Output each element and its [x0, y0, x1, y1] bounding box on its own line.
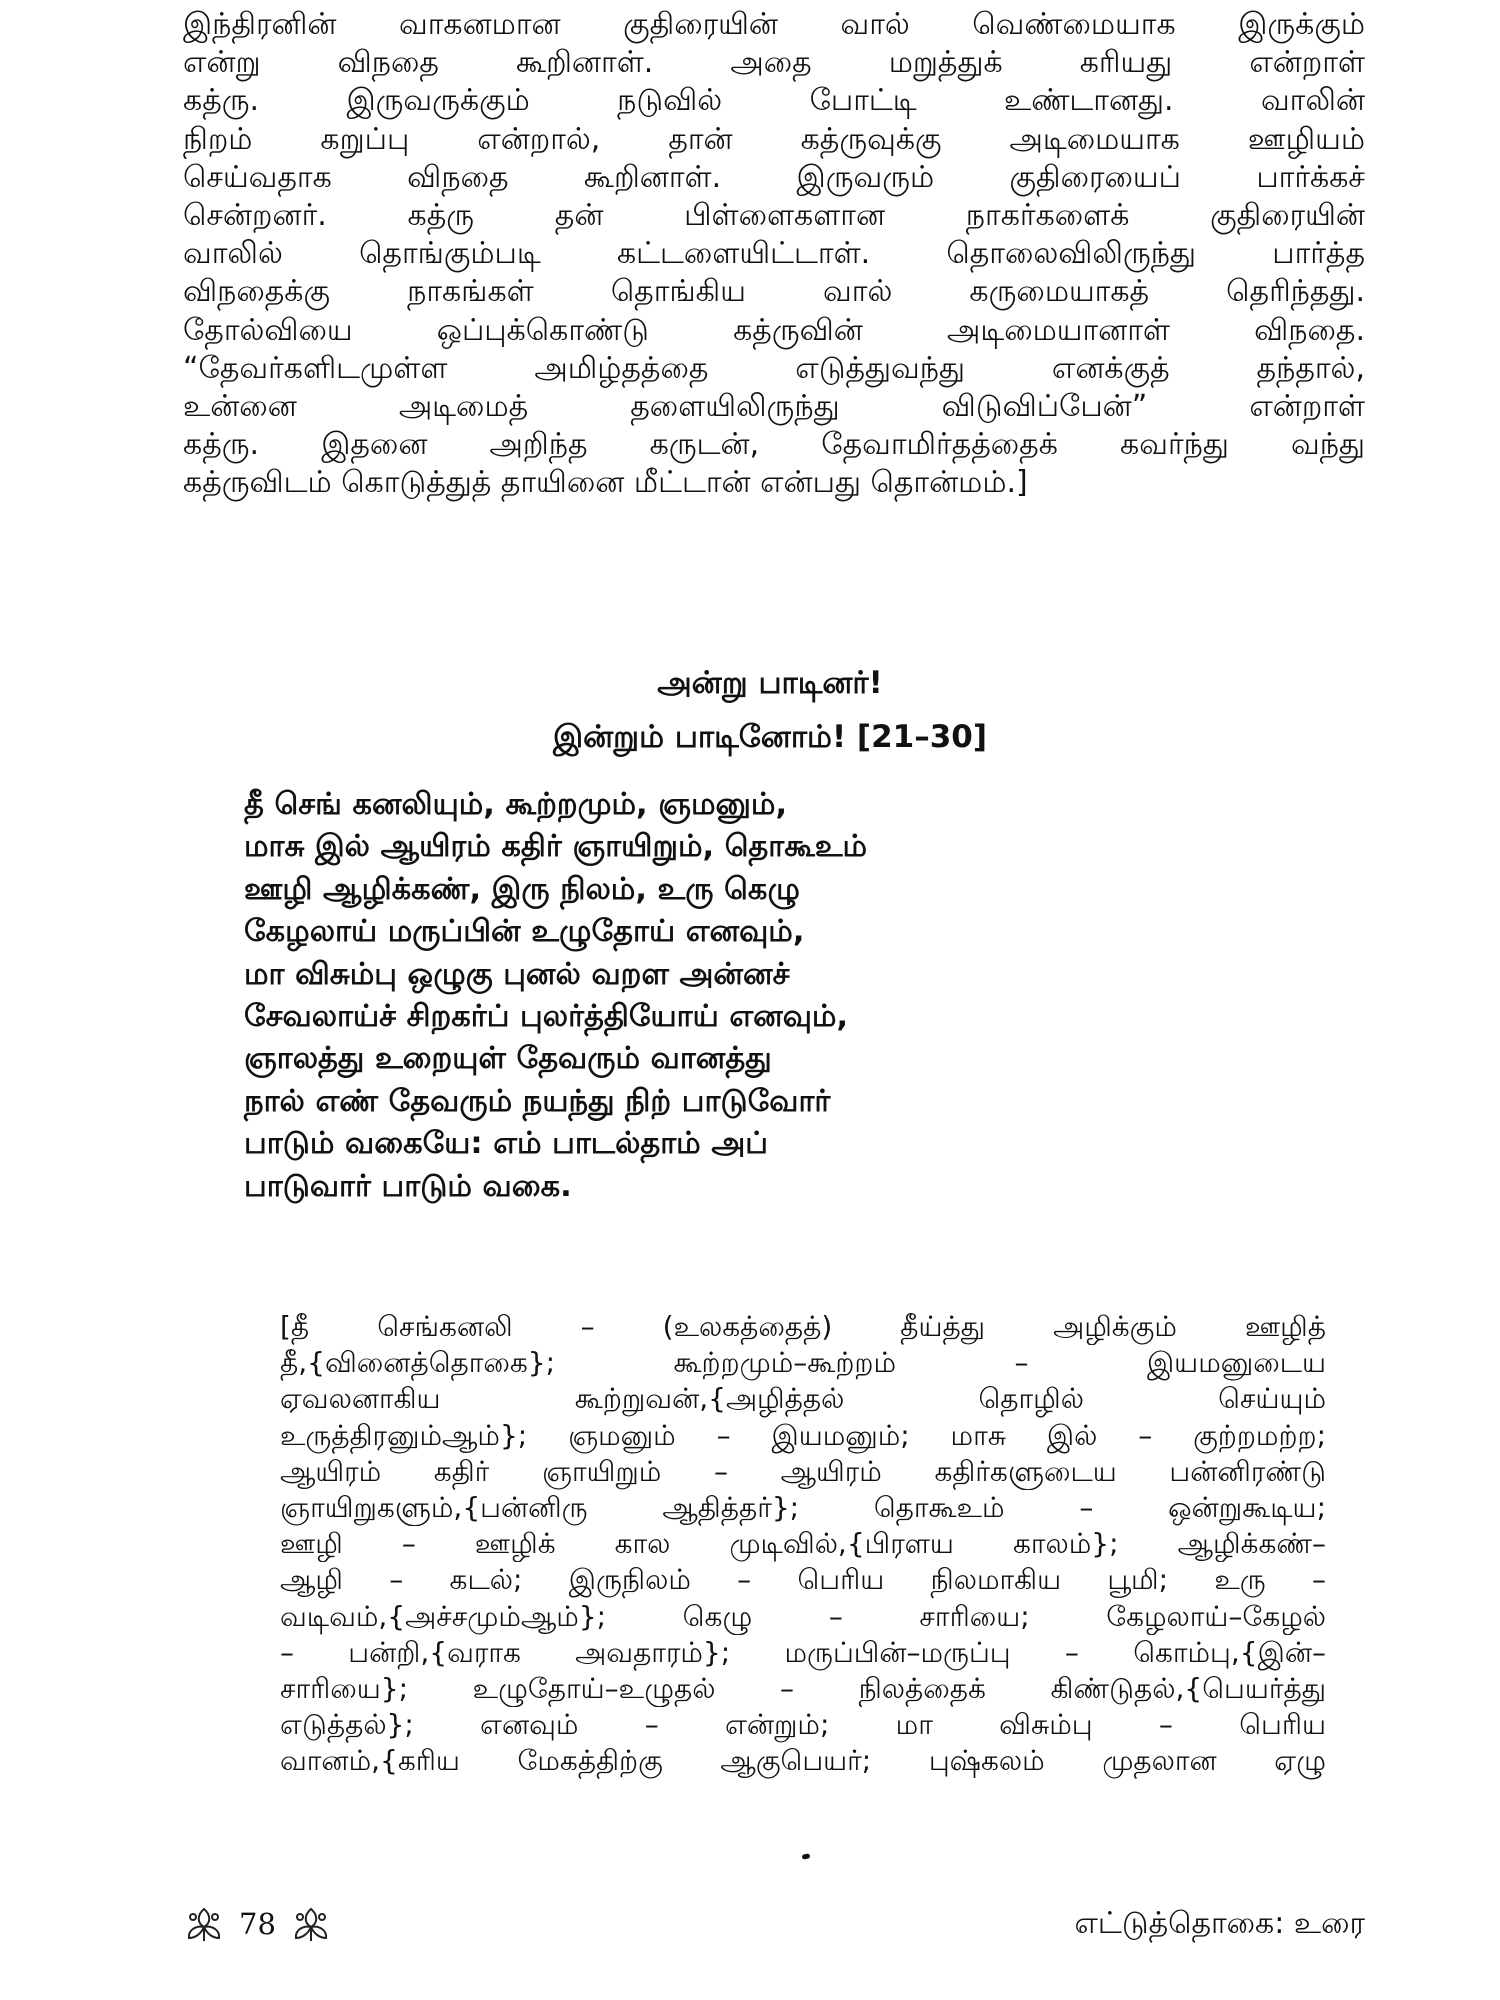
intro-line: உன்னை அடிமைத் தளையிலிருந்து விடுவிப்பேன்” என்றாள் — [183, 389, 1365, 425]
section-heading-line1: அன்று பாடினர்! — [657, 665, 883, 701]
verse-line: தீ செங் கனலியும், கூற்றமும், ஞமனும், — [244, 787, 788, 822]
commentary-line: எடுத்தல்}; எனவும் – என்றும்; மா விசும்பு – பெரிய — [280, 1708, 1326, 1742]
verse-line: மா விசும்பு ஒழுகு புனல் வறள அன்னச் — [244, 956, 790, 992]
verse-line: கேழலாய் மருப்பின் உழுதோய் எனவும், — [244, 914, 805, 950]
commentary-line: ஆழி – கடல்; இருநிலம் – பெரிய நிலமாகிய பூமி; உரு – — [280, 1563, 1326, 1597]
commentary-line: சாரியை}; உழுதோய்–உழுதல் – நிலத்தைக் கிண்டுதல்,{பெயர்த்து — [280, 1672, 1326, 1706]
verse-line: பாடும் வகையே: எம் பாடல்தாம் அப் — [244, 1126, 768, 1162]
intro-line: என்று விநதை கூறினாள். அதை மறுத்துக் கரியது என்றாள் — [183, 45, 1365, 81]
commentary-line: தீ,{வினைத்தொகை}; கூற்றமும்–கூற்றம் – இயமனுடைய — [280, 1346, 1326, 1380]
print-speck — [802, 1853, 811, 1860]
verse-line: ஊழி ஆழிக்கண், இரு நிலம், உரு கெழு — [244, 871, 800, 907]
page-footer-left — [183, 1904, 332, 1944]
section-heading — [320, 656, 1220, 764]
intro-line: கத்ருவிடம் கொடுத்துத் தாயினை மீட்டான் என்பது தொன்மம்.] — [183, 465, 1028, 501]
commentary-paragraph — [280, 1309, 1326, 1780]
intro-line: விநதைக்கு நாகங்கள் தொங்கிய வால் கருமையாகத் தெரிந்தது. — [183, 274, 1365, 310]
page-number: 78 — [239, 1907, 276, 1941]
commentary-line: வானம்,{கரிய மேகத்திற்கு ஆகுபெயர்; புஷ்கலம் முதலான ஏழு — [280, 1744, 1326, 1778]
intro-line: “தேவர்களிடமுள்ள அமிழ்தத்தை எடுத்துவந்து எனக்குத் தந்தால், — [183, 350, 1365, 386]
intro-line: வாலில் தொங்கும்படி கட்டளையிட்டாள். தொலைவிலிருந்து பார்த்த — [183, 236, 1365, 272]
verse-block — [244, 784, 867, 1208]
floral-ornament-icon — [183, 1905, 225, 1943]
commentary-line: ஞாயிறுகளும்,{பன்னிரு ஆதித்தர்}; தொகூஉம் – ஒன்றுகூடிய; — [280, 1491, 1326, 1525]
verse-line: சேவலாய்ச் சிறகர்ப் புலர்த்தியோய் எனவும், — [244, 999, 849, 1035]
verse-line: பாடுவார் பாடும் வகை. — [244, 1168, 572, 1204]
intro-line: கத்ரு. இதனை அறிந்த கருடன், தேவாமிர்தத்தைக் கவர்ந்து வந்து — [183, 427, 1365, 463]
intro-paragraph — [183, 6, 1365, 503]
commentary-line: ஆயிரம் கதிர் ஞாயிறும் – ஆயிரம் கதிர்களுடைய பன்னிரண்டு — [280, 1454, 1326, 1488]
floral-ornament-icon — [290, 1905, 332, 1943]
commentary-line: – பன்றி,{வராக அவதாரம்}; மருப்பின்–மருப்பு – கொம்பு,{இன்– — [280, 1635, 1326, 1669]
commentary-line: உருத்திரனும்ஆம்}; ஞமனும் – இயமனும்; மாசு இல் – குற்றமற்ற; — [280, 1418, 1326, 1452]
commentary-line: ஊழி – ஊழிக் கால முடிவில்,{பிரளய காலம்}; ஆழிக்கண்– — [280, 1527, 1326, 1561]
intro-line: சென்றனர். கத்ரு தன் பிள்ளைகளான நாகர்களைக் குதிரையின் — [183, 198, 1365, 234]
intro-line: தோல்வியை ஒப்புக்கொண்டு கத்ருவின் அடிமையானாள் விநதை. — [183, 312, 1365, 348]
commentary-line: வடிவம்,{அச்சமும்ஆம்}; கெழு – சாரியை; கேழலாய்–கேழல் — [280, 1599, 1326, 1633]
verse-line: நால் எண் தேவரும் நயந்து நிற் பாடுவோர் — [244, 1083, 831, 1119]
intro-line: நிறம் கறுப்பு என்றால், தான் கத்ருவுக்கு அடிமையாக ஊழியம் — [183, 121, 1365, 157]
commentary-line: ஏவலனாகிய கூற்றுவன்,{அழித்தல் தொழில் செய்யும் — [280, 1382, 1326, 1416]
commentary-line: [தீ செங்கனலி – (உலகத்தைத்) தீய்த்து அழிக்கும் ஊழித் — [280, 1310, 1326, 1343]
intro-line: செய்வதாக விநதை கூறினாள். இருவரும் குதிரையைப் பார்க்கச் — [183, 159, 1365, 195]
section-heading-line2: இன்றும் பாடினோம்! [21–30] — [552, 719, 988, 755]
running-title: எட்டுத்தொகை: உரை — [1074, 1906, 1365, 1941]
intro-line: கத்ரு. இருவருக்கும் நடுவில் போட்டி உண்டானது. வாலின் — [183, 83, 1365, 119]
intro-line: இந்திரனின் வாகனமான குதிரையின் வால் வெண்மையாக இருக்கும் — [183, 7, 1365, 42]
verse-line: ஞாலத்து உறையுள் தேவரும் வானத்து — [244, 1041, 772, 1077]
verse-line: மாசு இல் ஆயிரம் கதிர் ஞாயிறும், தொகூஉம் — [244, 829, 868, 865]
